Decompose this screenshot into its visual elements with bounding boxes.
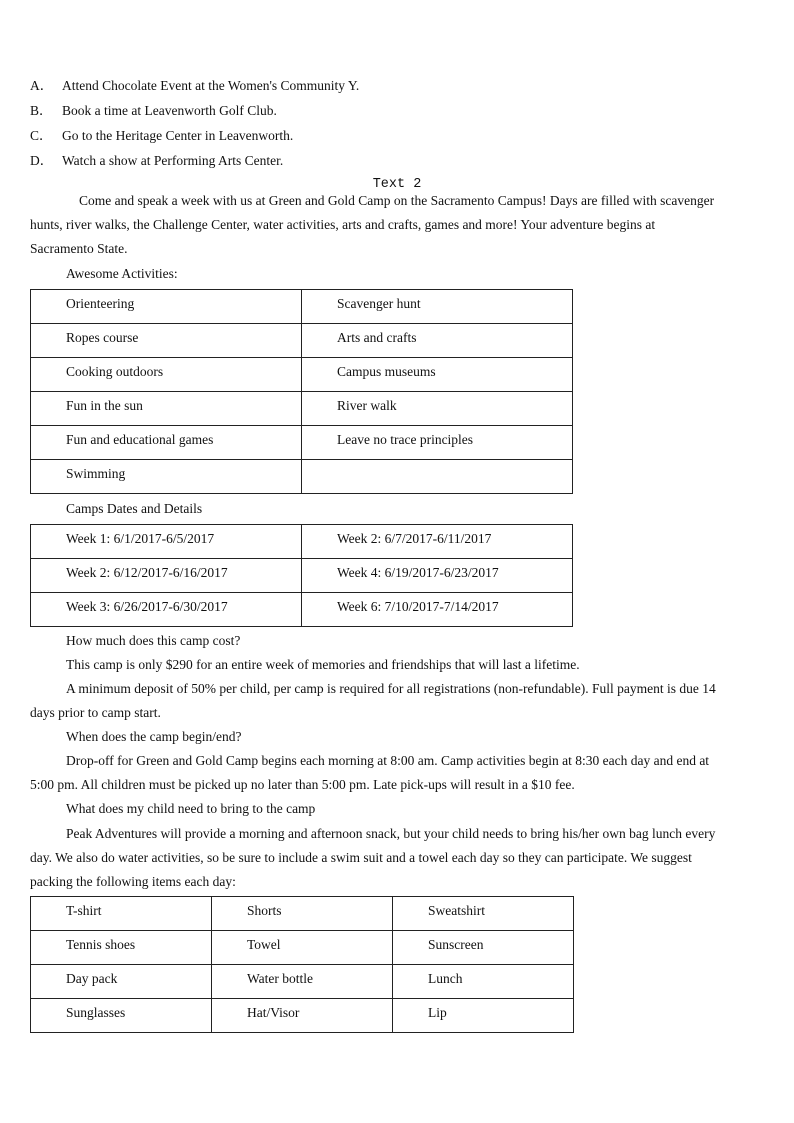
table-cell: Fun in the sun <box>31 392 302 426</box>
table-row <box>31 559 573 593</box>
table-cell: Week 2: 6/12/2017-6/16/2017 <box>31 559 302 593</box>
table-cell: Hat/Visor <box>212 999 393 1033</box>
option-text: Watch a show at Performing Arts Center. <box>62 153 284 168</box>
table-cell: Arts and crafts <box>302 324 573 358</box>
table-row <box>31 392 573 426</box>
bring-paragraph-line: Peak Adventures will provide a morning and afternoon snack, but your child needs to bring his/her own bag lunch every <box>66 826 716 841</box>
table-row <box>31 290 573 324</box>
table-cell: Day pack <box>31 965 212 999</box>
items-table <box>30 896 574 1033</box>
option-d <box>30 152 283 170</box>
table-row <box>31 999 574 1033</box>
option-c <box>30 127 293 145</box>
dates-table <box>30 524 573 627</box>
table-row <box>31 358 573 392</box>
table-cell: Sweatshirt <box>393 897 574 931</box>
table-cell: Week 1: 6/1/2017-6/5/2017 <box>31 525 302 559</box>
time-question: When does the camp begin/end? <box>66 729 242 744</box>
activities-table <box>30 289 573 494</box>
option-label: A． <box>30 78 54 93</box>
intro-paragraph-line: Come and speak a week with us at Green and Gold Camp on the Sacramento Campus! Days are filled with scavenger <box>79 193 715 208</box>
table-row <box>31 460 573 494</box>
option-b <box>30 102 277 120</box>
bring-paragraph-line: packing the following items each day: <box>30 874 236 889</box>
bring-question: What does my child need to bring to the camp <box>66 801 316 816</box>
table-cell: Week 2: 6/7/2017-6/11/2017 <box>302 525 573 559</box>
table-cell: Tennis shoes <box>31 931 212 965</box>
deposit-paragraph-line: days prior to camp start. <box>30 705 161 720</box>
option-label: C． <box>30 128 53 143</box>
table-cell: Towel <box>212 931 393 965</box>
table-cell <box>302 460 573 494</box>
table-row <box>31 324 573 358</box>
option-text: Go to the Heritage Center in Leavenworth. <box>62 128 294 143</box>
cost-answer: This camp is only $290 for an entire week of memories and friendships that will last a lifetime. <box>66 657 580 672</box>
option-label: D． <box>30 153 54 168</box>
bring-paragraph-line: day. We also do water activities, so be sure to include a swim suit and a towel each day so they can participate. We suggest <box>30 850 692 865</box>
table-row <box>31 965 574 999</box>
table-cell: Fun and educational games <box>31 426 302 460</box>
table-cell: Week 3: 6/26/2017-6/30/2017 <box>31 593 302 627</box>
activities-heading: Awesome Activities: <box>66 266 178 281</box>
table-cell: T-shirt <box>31 897 212 931</box>
table-cell: Leave no trace principles <box>302 426 573 460</box>
time-paragraph-line: Drop-off for Green and Gold Camp begins each morning at 8:00 am. Camp activities begin at 8:30 each day and end at <box>66 753 710 768</box>
option-text: Book a time at Leavenworth Golf Club. <box>62 103 277 118</box>
table-row <box>31 593 573 627</box>
time-paragraph-line: 5:00 pm. All children must be picked up no later than 5:00 pm. Late pick-ups will result in a $10 fee. <box>30 777 575 792</box>
table-cell: Week 4: 6/19/2017-6/23/2017 <box>302 559 573 593</box>
table-cell: River walk <box>302 392 573 426</box>
table-cell: Lip <box>393 999 574 1033</box>
option-label: B． <box>30 103 53 118</box>
table-cell: Shorts <box>212 897 393 931</box>
intro-paragraph-line: hunts, river walks, the Challenge Center, water activities, arts and crafts, games and more! Your adventure begins at <box>30 217 656 232</box>
table-cell: Campus museums <box>302 358 573 392</box>
table-cell: Orienteering <box>31 290 302 324</box>
deposit-paragraph-line: A minimum deposit of 50% per child, per camp is required for all registrations (non-refundable). Full payment is due 14 <box>66 681 716 696</box>
dates-heading: Camps Dates and Details <box>66 501 203 516</box>
cost-question: How much does this camp cost? <box>66 633 241 648</box>
table-cell: Ropes course <box>31 324 302 358</box>
option-text: Attend Chocolate Event at the Women's Community Y. <box>62 78 360 93</box>
table-cell: Lunch <box>393 965 574 999</box>
table-cell: Sunglasses <box>31 999 212 1033</box>
section-title: Text 2 <box>372 177 422 192</box>
option-a <box>30 77 359 95</box>
intro-paragraph-line: Sacramento State. <box>30 241 128 256</box>
table-row <box>31 931 574 965</box>
table-row <box>31 897 574 931</box>
table-cell: Sunscreen <box>393 931 574 965</box>
table-cell: Cooking outdoors <box>31 358 302 392</box>
table-cell: Swimming <box>31 460 302 494</box>
table-row <box>31 525 573 559</box>
table-cell: Water bottle <box>212 965 393 999</box>
table-cell: Scavenger hunt <box>302 290 573 324</box>
table-cell: Week 6: 7/10/2017-7/14/2017 <box>302 593 573 627</box>
table-row <box>31 426 573 460</box>
